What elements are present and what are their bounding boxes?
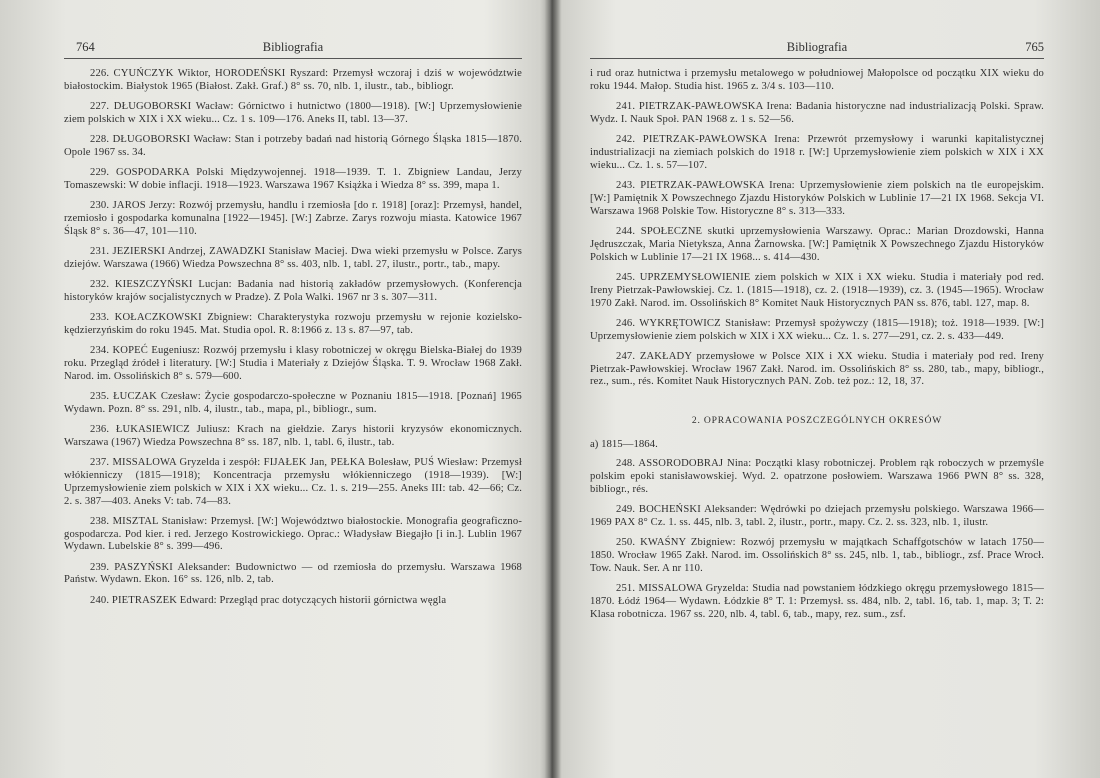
period-subheading: a) 1815—1864.	[590, 438, 658, 451]
bibliography-entry: 238. MISZTAL Stanisław: Przemysł. [W:] Województwo białostockie. Monografia geograficzno-gospodarcza. Pod kier. i red. Jerzego Kostrowickiego. Oprac.: Władysław Biegajło [i in.]. Lublin 1967 Wydawn. Lubelskie 8° s. 399—496.	[64, 515, 522, 553]
bibliography-entry: 244. SPOŁECZNE skutki uprzemysłowienia Warszawy. Oprac.: Marian Drozdowski, Hanna Jędruszczak, Maria Nietyksza, Anna Żarnowska. [W:] Pamiętnik X Powszechnego Zjazdu Historyków Polskich w Lublinie 17—21 IX 1968... s. 414—430.	[590, 225, 1044, 263]
page-number: 764	[76, 40, 95, 54]
right-page	[590, 0, 1044, 778]
bibliography-entry: 228. DŁUGOBORSKI Wacław: Stan i potrzeby badań nad historią Górnego Śląska 1815—1870. Opole 1967 ss. 34.	[64, 134, 522, 158]
bibliography-entry: 248. ASSORODOBRAJ Nina: Początki klasy robotniczej. Problem rąk roboczych w przemyśle polskim epoki stanisławowskiej. Wyd. 2. opatrzone posłowiem. Warszawa 1966 PWN 8° ss. 328, bibliogr., rés.	[590, 458, 1044, 496]
running-title: Bibliografia	[262, 40, 324, 54]
bibliography-entry: 227. DŁUGOBORSKI Wacław: Górnictwo i hutnictwo (1800—1918). [W:] Uprzemysłowienie ziem polskich w XIX i XX wieku... Cz. 1 s. 109—176. Aneks II, tabl. 13—37.	[64, 101, 522, 125]
bibliography-entry: 230. JAROS Jerzy: Rozwój przemysłu, handlu i rzemiosła [do r. 1918] [oraz]: Przemysł, handel, rzemiosło i gospodarka komunalna [1922—1945]. [W:] Zabrze. Zarys rozwoju miasta. Katowice 1967 Śląsk 8° s. 36—47, 101—110.	[64, 200, 522, 237]
left-page	[64, 0, 522, 778]
running-title: Bibliografia	[786, 40, 848, 54]
bibliography-entry: 246. WYKRĘTOWICZ Stanisław: Przemysł spożywczy (1815—1918); toż. 1918—1939. [W:] Uprzemysłowienie ziem polskich w XIX i XX wieku... Cz. 1. s. 277—291, cz. 2. s. 433—449.	[590, 317, 1044, 342]
bibliography-entry: 236. ŁUKASIEWICZ Juliusz: Krach na giełdzie. Zarys historii kryzysów ekonomicznych. Warszawa (1967) Wiedza Powszechna 8° ss. 187, nlb. 1, tabl. 6, ilustr., tab.	[64, 423, 522, 448]
left-page-header	[64, 40, 522, 59]
bibliography-entry: 232. KIESZCZYŃSKI Lucjan: Badania nad historią zakładów przemysłowych. (Konferencja historyków krajów socjalistycznych w Pradze). Z Pola Walki. 1967 nr 3 s. 307—311.	[64, 278, 522, 303]
bibliography-entry: 229. GOSPODARKA Polski Międzywojennej. 1918—1939. T. 1. Zbigniew Landau, Jerzy Tomaszewski: W dobie inflacji. 1918—1923. Warszawa 1967 Książka i Wiedza 8° ss. 399, mapa 1.	[64, 167, 522, 191]
left-page-body	[64, 68, 522, 615]
bibliography-entry: 235. ŁUCZAK Czesław: Życie gospodarczo-społeczne w Poznaniu 1815—1918. [Poznań] 1965 Wydawn. Pozn. 8° ss. 291, nlb. 4, ilustr., tab., mapa, pl., bibliogr., sum.	[64, 390, 522, 415]
right-page-header	[590, 40, 1044, 59]
book-gutter	[540, 0, 562, 778]
bibliography-entry: 247. ZAKŁADY przemysłowe w Polsce XIX i XX wieku. Studia i materiały pod red. Ireny Pietrzak-Pawłowskiej. Wrocław 1967 Zakł. Narod. im. Ossolińskich 8° ss. 280, tab., mapy, bibliogr., rez., sum., rés. Komitet Nauk Historycznych PAN. Zob. też poz.: 12, 18, 37.	[590, 350, 1044, 388]
page-number: 765	[1025, 40, 1044, 54]
bibliography-entry: 237. MISSALOWA Gryzelda i zespół: FIJAŁEK Jan, PEŁKA Bolesław, PUŚ Wiesław: Przemysł włókienniczy (1815—1918); Koncentracja przemysłu włókienniczego (1918—1939). [W:] Uprzemysłowienie ziem polskich w XIX i XX wieku... Cz. 1. s. 219—255. Aneks III: tab. 42—66; Cz. 2. s. 387—403. Aneks V: tab. 74—83.	[64, 456, 522, 507]
section-heading: 2. OPRACOWANIA POSZCZEGÓLNYCH OKRESÓW	[691, 415, 943, 427]
right-page-body	[590, 68, 1044, 629]
bibliography-entry: 250. KWAŚNY Zbigniew: Rozwój przemysłu w majątkach Schaffgotschów w latach 1750—1850. Wrocław 1965 Zakł. Narod. im. Ossolińskich 8° ss. 245, nlb. 1, tab., bibliogr., zsf. Prace Wrocł. Tow. Nauk. Ser. A nr 110.	[590, 537, 1044, 575]
bibliography-entry: 249. BOCHEŃSKI Aleksander: Wędrówki po dziejach przemysłu polskiego. Warszawa 1966—1969 PAX 8° Cz. 1. ss. 445, nlb. 3, tabl. 2, ilustr., portr., mapy. Cz. 2. ss. 323, nlb. 1, ilustr.	[590, 504, 1044, 529]
bibliography-entry: 242. PIETRZAK-PAWŁOWSKA Irena: Przewrót przemysłowy i warunki kapitalistycznej industrializacji na ziemiach polskich do 1918 r. [W:] Uprzemysłowienie ziem polskich w XIX i XX wieku... Cz. 1. s. 57—107.	[590, 134, 1044, 171]
bibliography-entry: 234. KOPEĆ Eugeniusz: Rozwój przemysłu i klasy robotniczej w okręgu Bielska-Białej do 1939 roku. Przegląd źródeł i literatury. [W:] Studia i Materiały z Dziejów Śląska. T. 9. Wrocław 1968 Zakł. Narod. im. Ossolińskich 8° s. 579—600.	[64, 344, 522, 382]
bibliography-entry-continuation: i rud oraz hutnictwa i przemysłu metalowego w południowej Małopolsce od początku XIX wieku do roku 1944. Małop. Studia hist. 1965 z. 3/4 s. 103—110.	[590, 68, 1044, 92]
bibliography-entry: 243. PIETRZAK-PAWŁOWSKA Irena: Uprzemysłowienie ziem polskich na tle europejskim. [W:] Pamiętnik X Powszechnego Zjazdu Historyków Polskich w Lublinie 17—21 IX 1968. Sekcja VI. Warszawa 1968 Polskie Tow. Historyczne 8° s. 313—333.	[590, 179, 1044, 217]
bibliography-entry: 226. CYUŃCZYK Wiktor, HORODEŃSKI Ryszard: Przemysł wczoraj i dziś w województwie białostockim. Białystok 1965 (Białost. Zakł. Graf.) 8° ss. 70, nlb. 1, ilustr., tab., bibliogr.	[64, 68, 522, 92]
bibliography-entry: 251. MISSALOWA Gryzelda: Studia nad powstaniem łódzkiego okręgu przemysłowego 1815—1870. Łódź 1964— Wydawn. Łódzkie 8° T. 1: Przemysł. ss. 484, nlb. 2, tabl. 16, tab. 1, map. 3; T. 2: Klasa robotnicza. 1967 ss. 220, nlb. 4, tabl. 6, tab., mapy, rez. sum., zsf.	[590, 583, 1044, 620]
bibliography-entry: 239. PASZYŃSKI Aleksander: Budownictwo — od rzemiosła do przemysłu. Warszawa 1968 Państw. Wydawn. Ekon. 16° ss. 126, nlb. 2, tab.	[64, 561, 522, 586]
bibliography-entry: 233. KOŁACZKOWSKI Zbigniew: Charakterystyka rozwoju przemysłu w rejonie kozielsko-kędzierzyńskim do roku 1945. Mat. Studia opol. R. 8:1966 z. 13 s. 87—97, tab.	[64, 311, 522, 336]
bibliography-entry: 231. JEZIERSKI Andrzej, ZAWADZKI Stanisław Maciej. Dwa wieki przemysłu w Polsce. Zarys dziejów. Warszawa (1966) Wiedza Powszechna 8° ss. 403, nlb. 1, tabl. 27, ilustr., portr., tab., mapy.	[64, 245, 522, 270]
bibliography-entry: 240. PIETRASZEK Edward: Przegląd prac dotyczących historii górnictwa węgla	[90, 594, 447, 606]
bibliography-entry: 241. PIETRZAK-PAWŁOWSKA Irena: Badania historyczne nad industrializacją Polski. Spraw. Wydz. I. Nauk Społ. PAN 1968 z. 1 s. 52—56.	[590, 101, 1044, 125]
bibliography-entry: 245. UPRZEMYSŁOWIENIE ziem polskich w XIX i XX wieku. Studia i materiały pod red. Ireny Pietrzak-Pawłowskiej. Cz. 1. (1815—1918), cz. 2. (1918—1939), cz. 3. (1945—1965). Wrocław 1970 Zakł. Narod. im. Ossolińskich 8° Komitet Nauk Historycznych PAN ss. 876, tabl. 127, map. 8.	[590, 271, 1044, 309]
